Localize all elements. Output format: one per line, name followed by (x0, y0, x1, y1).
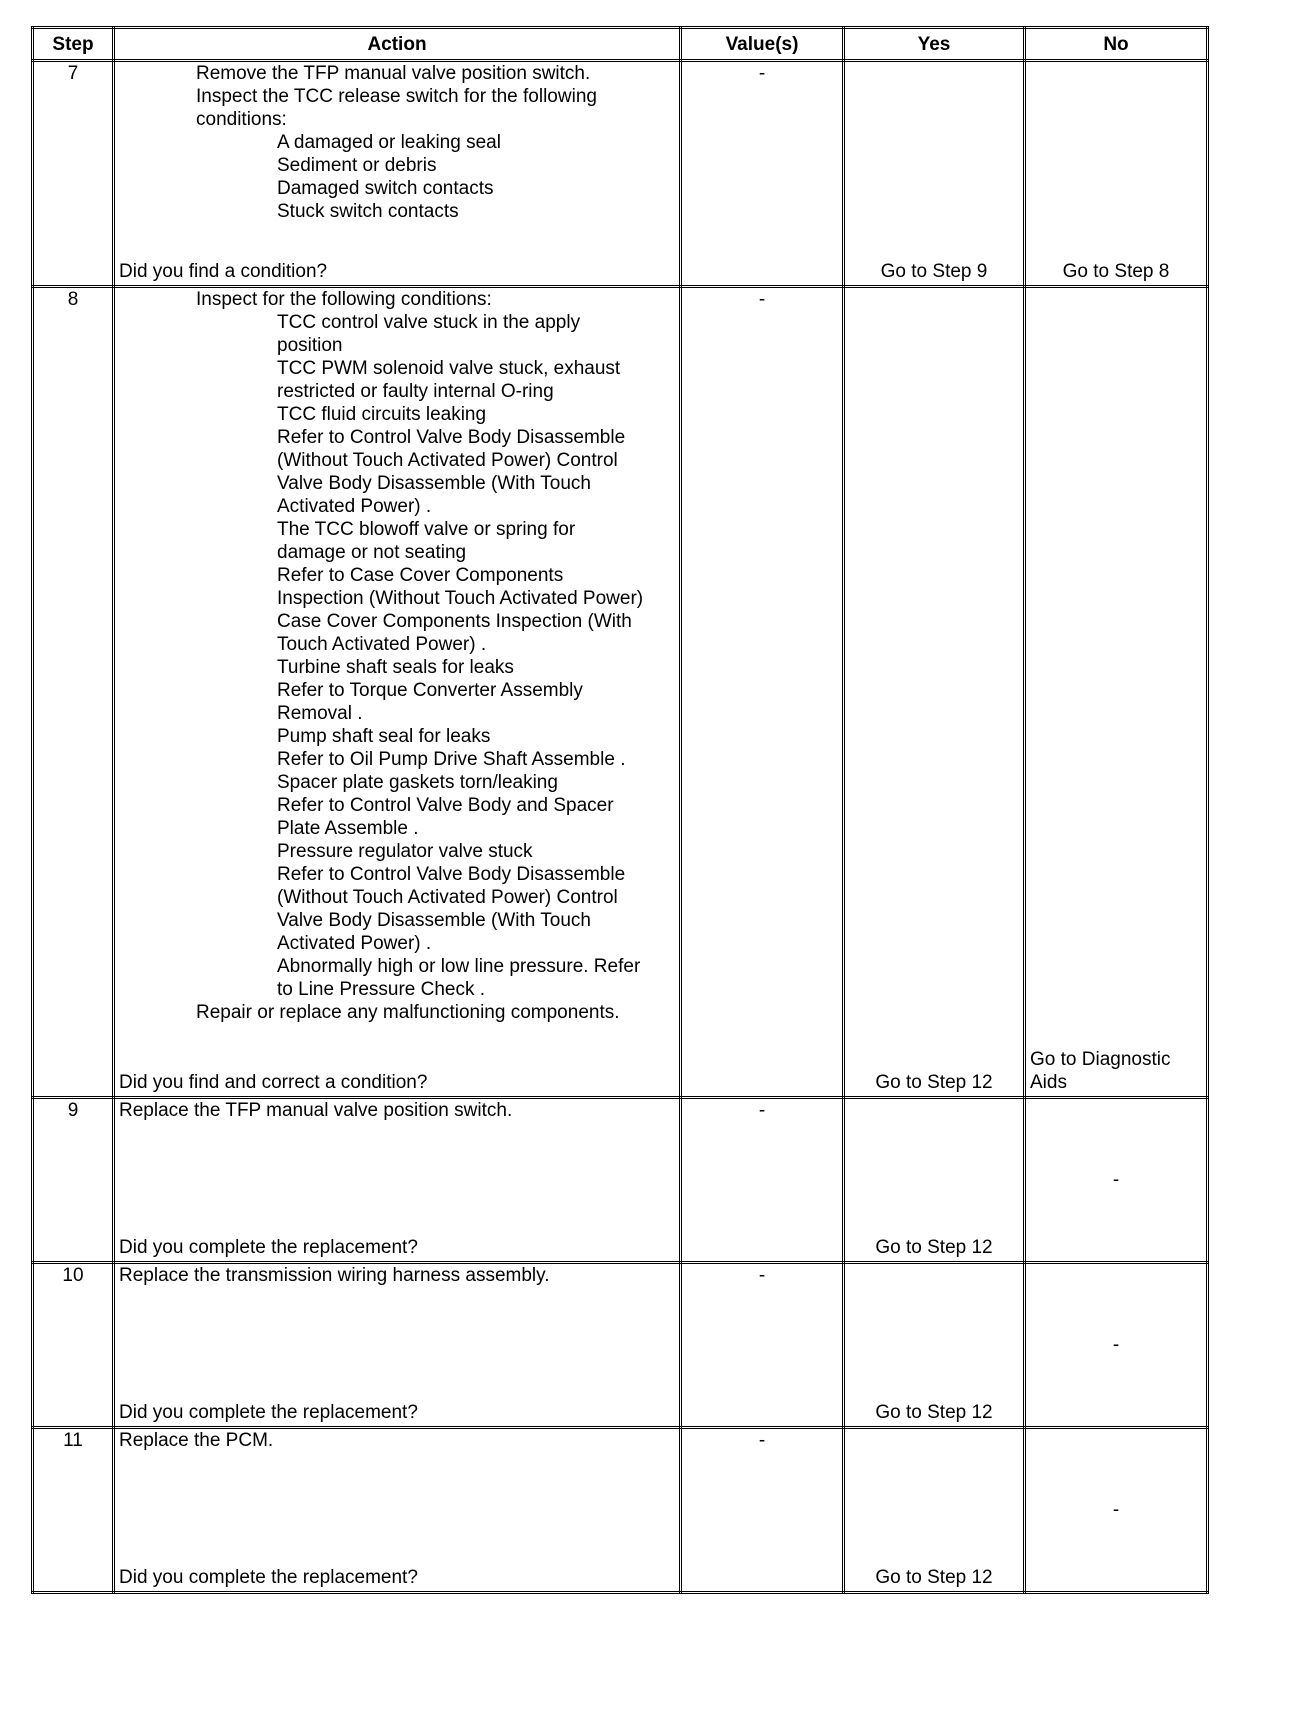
condition-item: (Without Touch Activated Power) Control (277, 450, 618, 471)
diagnostic-table (31, 26, 1209, 1594)
condition-item: Activated Power) . (277, 496, 432, 517)
step-number: 9 (33, 1098, 114, 1263)
yes-cell (844, 287, 1025, 1098)
action-cell (114, 1428, 681, 1593)
value-cell: - (681, 287, 844, 1098)
condition-item: Abnormally high or low line pressure. Refer (277, 956, 641, 977)
action-line: conditions: (196, 109, 287, 130)
action-line: Replace the transmission wiring harness assembly. (119, 1265, 550, 1286)
yes-cell (844, 1263, 1025, 1428)
yes-cell (844, 1098, 1025, 1263)
no-link: Go to Step 8 (1062, 261, 1170, 282)
question: Did you find a condition? (119, 261, 328, 282)
condition-item: Pump shaft seal for leaks (277, 726, 491, 747)
condition-item: Valve Body Disassemble (With Touch (277, 910, 591, 931)
condition-item: (Without Touch Activated Power) Control (277, 887, 618, 908)
header-yes: Yes (844, 28, 1025, 61)
condition-item: A damaged or leaking seal (277, 132, 501, 153)
question: Did you find and correct a condition? (119, 1072, 428, 1093)
no-link: - (1112, 1334, 1120, 1356)
condition-item: restricted or faulty internal O-ring (277, 381, 554, 402)
question: Did you complete the replacement? (119, 1567, 418, 1588)
yes-link: Go to Step 12 (875, 1402, 993, 1423)
action-line: Repair or replace any malfunctioning components. (196, 1002, 620, 1023)
condition-item: position (277, 335, 343, 356)
condition-item: Activated Power) . (277, 933, 432, 954)
action-line: Replace the PCM. (119, 1430, 274, 1451)
no-link: - (1112, 1169, 1120, 1191)
condition-item: Valve Body Disassemble (With Touch (277, 473, 591, 494)
yes-link: Go to Step 9 (880, 261, 988, 282)
condition-item: Spacer plate gaskets torn/leaking (277, 772, 558, 793)
action-cell (114, 61, 681, 287)
condition-item: Case Cover Components Inspection (With (277, 611, 632, 632)
no-cell (1025, 1263, 1208, 1428)
no-link-line: Aids (1030, 1072, 1067, 1093)
step-number: 11 (33, 1428, 114, 1593)
step-number: 8 (33, 287, 114, 1098)
condition-item: Inspection (Without Touch Activated Power) (277, 588, 644, 609)
action-line: Inspect the TCC release switch for the following (196, 86, 597, 107)
condition-item: Damaged switch contacts (277, 178, 494, 199)
step-number: 7 (33, 61, 114, 287)
condition-item: Refer to Torque Converter Assembly (277, 680, 583, 701)
header-action: Action (114, 28, 681, 61)
value-cell: - (681, 1428, 844, 1593)
no-cell (1025, 287, 1208, 1098)
condition-item: Refer to Control Valve Body and Spacer (277, 795, 614, 816)
no-link: - (1112, 1499, 1120, 1521)
no-link-line: Go to Diagnostic (1030, 1049, 1171, 1070)
condition-item: Sediment or debris (277, 155, 437, 176)
yes-cell (844, 61, 1025, 287)
condition-item: Removal . (277, 703, 363, 724)
action-line: Inspect for the following conditions: (196, 289, 492, 310)
table-row (33, 287, 1208, 1098)
no-cell (1025, 1098, 1208, 1263)
condition-item: TCC fluid circuits leaking (277, 404, 487, 425)
condition-item: Touch Activated Power) . (277, 634, 487, 655)
yes-link: Go to Step 12 (875, 1237, 993, 1258)
condition-item: Pressure regulator valve stuck (277, 841, 533, 862)
action-line: Remove the TFP manual valve position switch. (196, 63, 591, 84)
condition-item: The TCC blowoff valve or spring for (277, 519, 576, 540)
question: Did you complete the replacement? (119, 1402, 418, 1423)
condition-item: Refer to Case Cover Components (277, 565, 564, 586)
table-row (33, 1098, 1208, 1263)
no-cell (1025, 61, 1208, 287)
condition-item: Refer to Control Valve Body Disassemble (277, 864, 626, 885)
condition-item: Stuck switch contacts (277, 201, 459, 222)
action-cell (114, 1263, 681, 1428)
header-step: Step (33, 28, 114, 61)
condition-item: TCC control valve stuck in the apply (277, 312, 581, 333)
table-row (33, 1428, 1208, 1593)
header-no: No (1025, 28, 1208, 61)
table-row (33, 61, 1208, 287)
value-cell: - (681, 1098, 844, 1263)
no-cell (1025, 1428, 1208, 1593)
action-cell (114, 287, 681, 1098)
action-cell (114, 1098, 681, 1263)
condition-item: Refer to Control Valve Body Disassemble (277, 427, 626, 448)
condition-item: Turbine shaft seals for leaks (277, 657, 514, 678)
question: Did you complete the replacement? (119, 1237, 418, 1258)
yes-link: Go to Step 12 (875, 1567, 993, 1588)
yes-link: Go to Step 12 (875, 1072, 993, 1093)
table-row (33, 1263, 1208, 1428)
step-number: 10 (33, 1263, 114, 1428)
header-row (33, 28, 1208, 61)
condition-item: Refer to Oil Pump Drive Shaft Assemble . (277, 749, 626, 770)
value-cell: - (681, 61, 844, 287)
action-line: Replace the TFP manual valve position switch. (119, 1100, 513, 1121)
condition-item: TCC PWM solenoid valve stuck, exhaust (277, 358, 621, 379)
no-link (1030, 1048, 1202, 1094)
condition-item: Plate Assemble . (277, 818, 419, 839)
condition-item: to Line Pressure Check . (277, 979, 486, 1000)
condition-item: damage or not seating (277, 542, 467, 563)
yes-cell (844, 1428, 1025, 1593)
header-values: Value(s) (681, 28, 844, 61)
value-cell: - (681, 1263, 844, 1428)
